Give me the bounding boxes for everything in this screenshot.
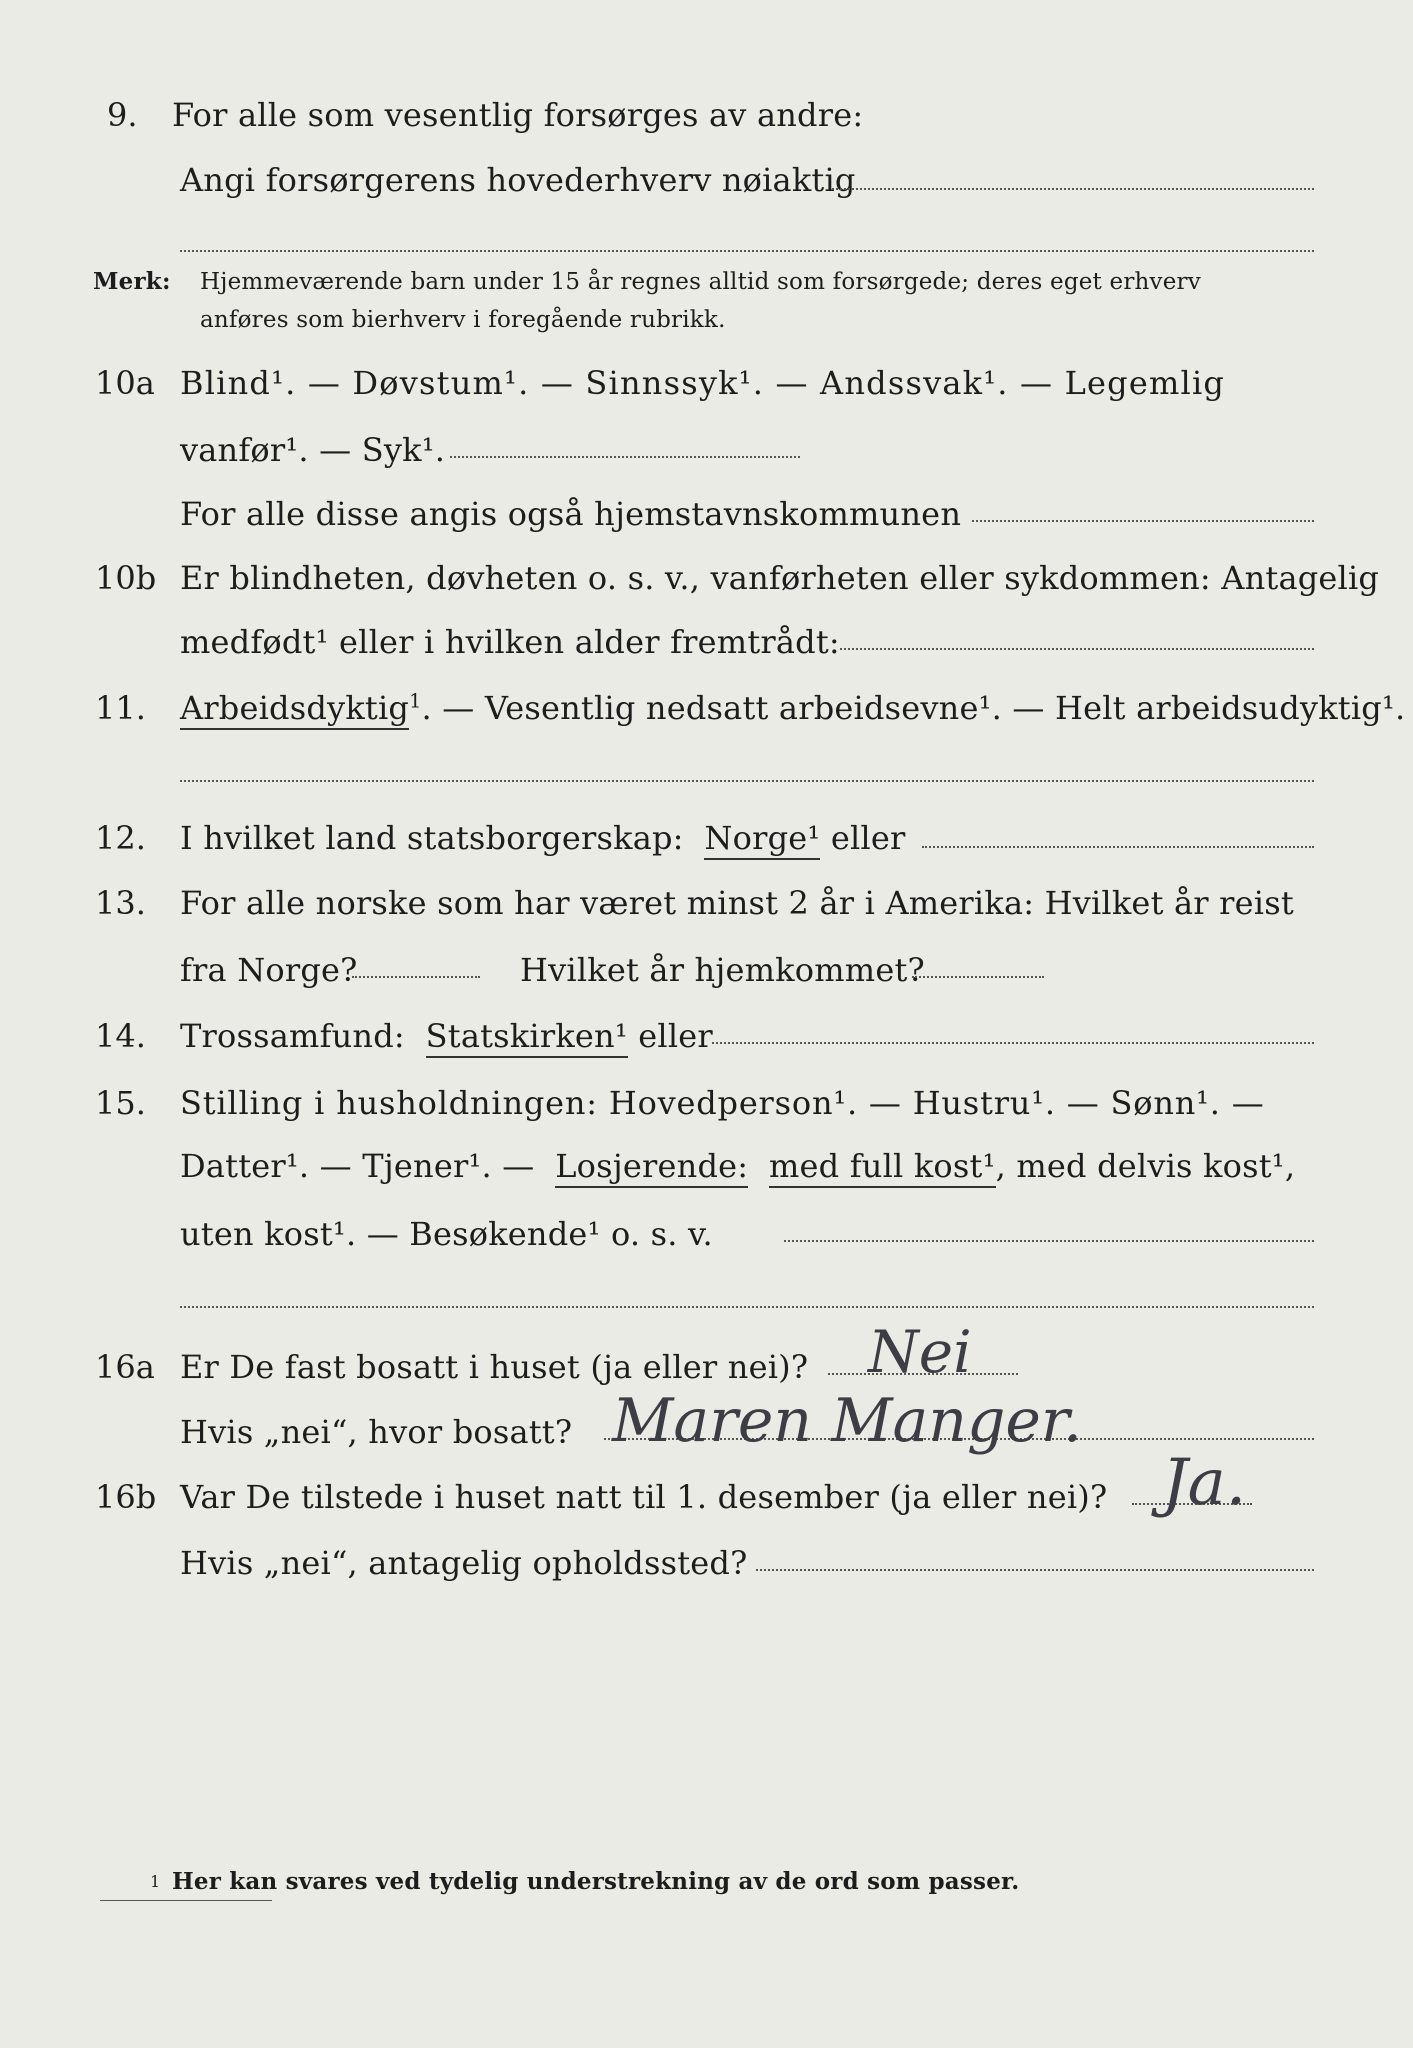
q16a-line2: Hvis „nei“, hvor bosatt? [180, 1413, 573, 1451]
q15-underlined-losjerende: Losjerende: [555, 1147, 748, 1188]
q10b-line2: medfødt¹ eller i hvilken alder fremtrådt: [180, 623, 840, 661]
q13-number: 13. [95, 884, 146, 922]
q16a-number: 16a [95, 1348, 155, 1386]
q14-number: 14. [95, 1017, 146, 1055]
q9-line1: For alle som vesentlig forsørges av andre: [172, 96, 864, 134]
q12-question: I hvilket land statsborgerskap: [180, 819, 684, 857]
q13-line1: For alle norske som har været minst 2 år i Amerika: Hvilket år reist [180, 884, 1294, 922]
q9-answer-line [832, 188, 1314, 190]
q10b-answer-line [840, 648, 1314, 650]
q11-rest: . — Vesentlig nedsatt arbeidsevne¹. — Helt arbeidsudyktig¹. [421, 689, 1406, 727]
q9-answer-line2 [180, 250, 1314, 252]
q15-line2-start: Datter¹. — Tjener¹. — [180, 1147, 535, 1185]
q15-line1: Stilling i husholdningen: Hovedperson¹. — Hustru¹. — Sønn¹. — [180, 1084, 1265, 1122]
q15-number: 15. [95, 1084, 146, 1122]
q16a-handwritten-answer2: Maren Manger. [612, 1386, 1083, 1456]
q14-question: Trossamfund: [180, 1017, 405, 1055]
q10b-line1: Er blindheten, døvheten o. s. v., vanførheten eller sykdommen: Antagelig [180, 559, 1380, 597]
q15-line2-end: , med delvis kost¹, [995, 1147, 1296, 1185]
q15-line3: uten kost¹. — Besøkende¹ o. s. v. [180, 1215, 713, 1253]
q16b-number: 16b [95, 1478, 157, 1516]
merk-label: Merk: [93, 268, 171, 295]
q16a-handwritten-answer1: Nei [868, 1318, 972, 1386]
q13-answer-line2 [912, 976, 1044, 978]
q16b-handwritten-answer: Ja. [1162, 1446, 1247, 1520]
q16b-line2: Hvis „nei“, antagelig opholdssted? [180, 1544, 748, 1582]
q10a-answer-line [450, 456, 800, 458]
q15-answer-line2 [180, 1306, 1314, 1308]
q9-number: 9. [107, 96, 138, 134]
footnote-text: Her kan svares ved tydelig understrekning av de ord som passer. [172, 1868, 1020, 1895]
q10a-line3: For alle disse angis også hjemstavnskommunen [180, 495, 962, 533]
q10a-line2: vanfør¹. — Syk¹. [180, 431, 446, 469]
q12-line [180, 818, 905, 858]
q9-line2: Angi forsørgerens hovederhverv nøiaktig [180, 161, 856, 199]
q14-line [180, 1016, 713, 1056]
q14-answer-line [712, 1042, 1314, 1044]
q10a-number: 10a [95, 364, 155, 402]
q15-underlined-full-kost: med full kost¹ [769, 1147, 996, 1188]
q11-line [180, 688, 1405, 728]
q14-underlined-option: Statskirken¹ [426, 1017, 628, 1058]
q13-line2b: Hvilket år hjemkommet? [520, 951, 925, 989]
q11-answer-line [180, 780, 1314, 782]
q16b-answer-line2 [756, 1569, 1314, 1571]
q15-answer-line [784, 1240, 1314, 1242]
q16b-line1: Var De tilstede i huset natt til 1. desember (ja eller nei)? [180, 1478, 1108, 1516]
q11-number: 11. [95, 689, 146, 727]
merk-line2: anføres som bierhverv i foregående rubrikk. [200, 307, 726, 333]
q12-number: 12. [95, 819, 146, 857]
q10b-number: 10b [95, 559, 157, 597]
q10a-answer-line2 [972, 520, 1314, 522]
merk-line1: Hjemmeværende barn under 15 år regnes alltid som forsørgede; deres eget erhverv [200, 269, 1201, 295]
q13-answer-line1 [352, 976, 480, 978]
q11-footnote-mark: 1 [409, 689, 422, 713]
q15-line2 [180, 1146, 1295, 1186]
q12-post: eller [830, 819, 906, 857]
q12-underlined-option: Norge¹ [704, 819, 820, 860]
q14-post: eller [638, 1017, 713, 1055]
footnote-mark: 1 [150, 1872, 161, 1891]
q11-underlined-option: Arbeidsdyktig [180, 689, 409, 730]
q16a-line1: Er De fast bosatt i huset (ja eller nei)? [180, 1348, 809, 1386]
footnote-rule [100, 1900, 272, 1901]
q10a-line1: Blind¹. — Døvstum¹. — Sinnssyk¹. — Andssvak¹. — Legemlig [180, 364, 1226, 402]
q12-answer-line [922, 846, 1314, 848]
q13-line2a: fra Norge? [180, 951, 358, 989]
